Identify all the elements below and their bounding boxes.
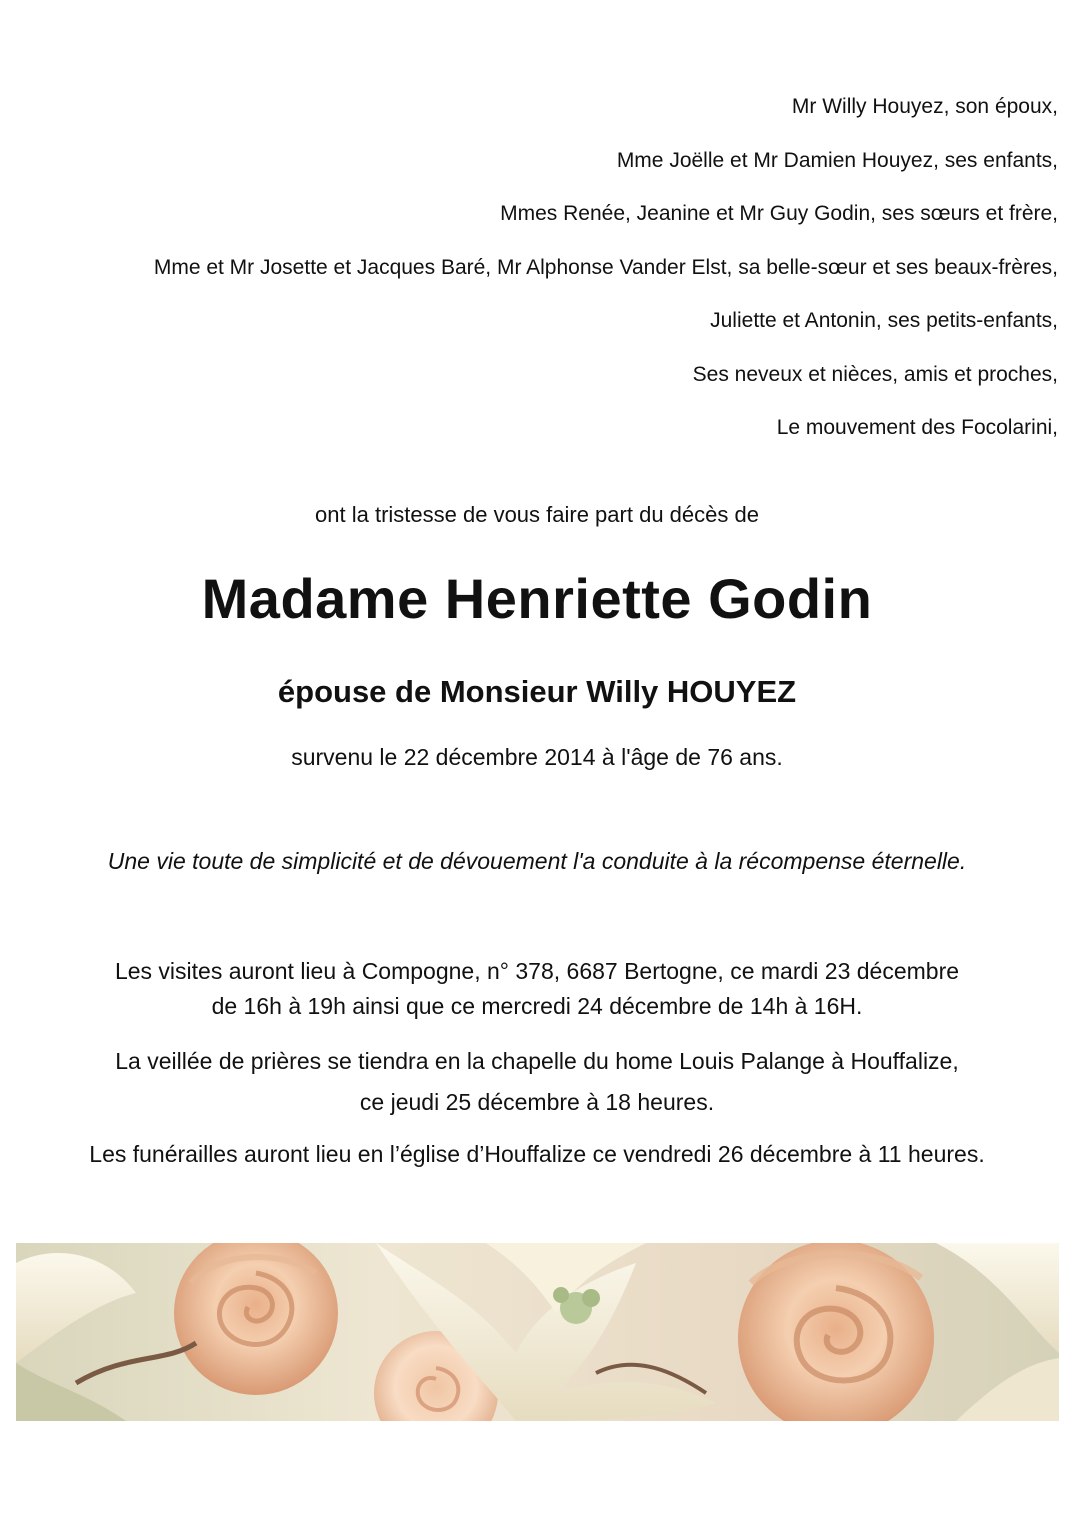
roses-lilies-illustration xyxy=(16,1243,1059,1421)
vigil-line: ce jeudi 25 décembre à 18 heures. xyxy=(359,1089,715,1115)
family-line: Mmes Renée, Jeanine et Mr Guy Godin, ses sœurs et frère, xyxy=(500,202,1058,225)
death-date-line: survenu le 22 décembre 2014 à l'âge de 76 ans. xyxy=(291,744,783,770)
deceased-name: Madame Henriette Godin xyxy=(201,567,873,630)
spouse-line: épouse de Monsieur Willy HOUYEZ xyxy=(277,674,797,709)
funeral-info: Les funérailles auront lieu en l’église d’Houffalize ce vendredi 26 décembre à 11 heures. xyxy=(89,1141,985,1167)
vigil-line: La veillée de prières se tiendra en la chapelle du home Louis Palange à Houffalize, xyxy=(115,1048,959,1074)
family-line: Mr Willy Houyez, son époux, xyxy=(791,95,1058,118)
visits-info xyxy=(0,954,1074,1024)
family-line: Mme Joëlle et Mr Damien Houyez, ses enfants, xyxy=(616,148,1058,172)
vigil-info xyxy=(0,1041,1074,1123)
announcement-intro: ont la tristesse de vous faire part du décès de xyxy=(315,502,759,527)
visits-line: Les visites auront lieu à Compogne, n° 378, 6687 Bertogne, ce mardi 23 décembre xyxy=(114,958,960,984)
visits-line: de 16h à 19h ainsi que ce mercredi 24 décembre de 14h à 16H. xyxy=(211,993,863,1019)
memorial-quote: Une vie toute de simplicité et de dévouement l'a conduite à la récompense éternelle. xyxy=(107,848,967,874)
family-line: Ses neveux et nièces, amis et proches, xyxy=(692,362,1058,386)
flower-banner-image xyxy=(16,1243,1059,1421)
family-line: Le mouvement des Focolarini, xyxy=(776,416,1058,439)
family-list xyxy=(8,80,1058,455)
family-line: Mme et Mr Josette et Jacques Baré, Mr Alphonse Vander Elst, sa belle-sœur et ses beaux-frères, xyxy=(153,255,1058,279)
family-line: Juliette et Antonin, ses petits-enfants, xyxy=(710,309,1058,332)
